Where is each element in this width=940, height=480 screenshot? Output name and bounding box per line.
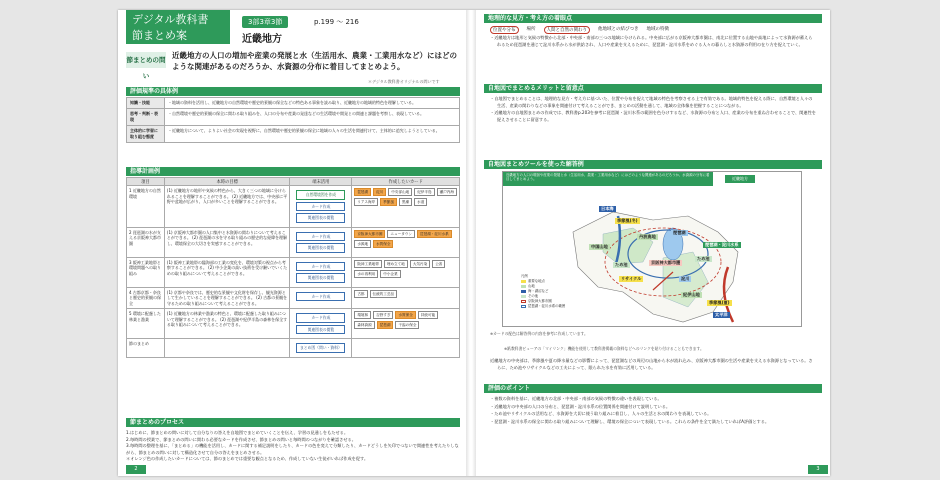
- guide-goal: (1) 京都や奈良では、歴史的な景観や文化財を保存し、観光資源として生かしていることを理解することができる。 (2) 古都の景観を守るための取り組みについて考えることができる。: [164, 287, 290, 309]
- criteria-text: ・近畿地方について、よりよい社会の実現を視野に、自然環境や歴史的景観の保全に地域の人々の生活を関連付けて、主体的に追究しようとしている。: [165, 126, 460, 143]
- card-chip: 黒潮: [399, 198, 412, 206]
- question-note: ＊デジタル教科書オリジナルの問いです: [368, 79, 440, 84]
- merit-item: ・自地図でまとめることは、地理的な見方・考え方に基づいた、位置や分布を捉えて地域の特色を考察させる上で有効である。地域的特色を捉える際に、自然環境と人々の生活、産業の関わりなどの事象を関連付けて考えることができ、まとめの活動を通して、地域の全体像を把握することにつながる。: [490, 96, 813, 108]
- map-label-recycle: リサイクル: [621, 276, 642, 281]
- legend-item: [521, 304, 565, 309]
- map-banner: 近畿地方の人口の増加や産業の発展と水（生活用水、農業・工業用水など）にはどのような関連があるのだろうか、水資源の分布に着目してまとめよう。: [503, 172, 713, 186]
- legend-label: 琵琶湖・淀川水系の範囲: [528, 304, 566, 308]
- device-use-tag: 関連図表の閲覧: [296, 243, 345, 253]
- guide-row: [127, 339, 460, 358]
- legend-label: その他: [528, 294, 539, 298]
- card-chip: 琵琶湖: [354, 188, 371, 196]
- legend-label: 山地: [528, 284, 535, 288]
- guide-goal: [164, 339, 290, 358]
- card-chip: 琵琶湖・淀川水系: [417, 230, 452, 238]
- point-item: ・近畿地方の中央部の人口の分布と、琵琶湖・淀川水系の位置関係を関連付けて説明している。: [490, 403, 671, 409]
- device-use-tag: カード作成: [296, 202, 345, 212]
- card-chip: 森林資源: [354, 321, 374, 329]
- point-item: ・琵琶湖・淀川水系の保全に関わる取り組みについて理解し、環境の保全について表現している。これらの条件を全て満たしていればA評価とする。: [490, 418, 770, 424]
- card-chip: 環境林: [354, 311, 371, 319]
- textbook-spread: [118, 10, 830, 476]
- process-step: 1.はじめに、節まとめの問いに対して自分なりの答えを自地図でまとめていくことを伝え、学習の見通しをもたせる。: [126, 430, 349, 435]
- map-label-kii-mountains: 紀伊山地: [683, 292, 700, 297]
- process-step: ＊オレンジ色の作成したいカードについては、節のまとめでは重要な観点となるため、作成していない生徒がいれば作成を促す。: [126, 456, 369, 461]
- card-chip: 大気汚染: [410, 260, 430, 268]
- guide-col-goal: 本時の目標: [164, 178, 290, 186]
- map-label-pacific: 太平洋: [715, 312, 728, 317]
- legend-swatch: [521, 280, 526, 283]
- process-list: [126, 430, 460, 463]
- legend-label: 京阪神大都市圏: [528, 299, 552, 303]
- map-caption: ※カードの配色は解答例の内容を参考に作成しています。: [490, 331, 588, 336]
- card-grid: [354, 260, 457, 278]
- guide-item: 1 近畿地方の自然環境: [127, 186, 165, 228]
- guide-row: [127, 287, 460, 309]
- book-gutter: [466, 10, 476, 476]
- criteria-heading: 評価規準の具体例: [126, 87, 460, 96]
- map-label-yodo-system: 琵琶湖・淀川水系: [705, 242, 739, 247]
- criteria-table: [126, 97, 460, 143]
- badge-line-1: デジタル教科書: [132, 13, 209, 26]
- guide-device-cell: [290, 287, 352, 309]
- unit-tag: 3部3章3節: [242, 16, 288, 28]
- card-chip: ニュータウン: [387, 230, 415, 238]
- map-label-tame-ike: ため池: [615, 262, 628, 267]
- guide-item: 2 琵琶湖の水が支える京阪神大都市圏: [127, 227, 165, 257]
- card-chip: リアス海岸: [354, 198, 378, 206]
- card-chip: 阪神工業地帯: [354, 260, 382, 268]
- card-chip: 水道: [414, 198, 427, 206]
- views-paragraph: ・近畿地方は地形と気候の特徴から北部・中央部・南部の三つの地域に分けられる。中央部に広がる京阪神大都市圏は、南北に位置する山地や高地によって水資源が蓄えられるため琵琶湖を通じて淀川水系から水が供給され、人口や産業を支えるために、琵琶湖・淀川水系をめぐる人々の暮らしと水資源の利用の在り方を捉えていく。: [490, 35, 813, 47]
- guide-cards-cell: [352, 339, 460, 358]
- map-label-keihanshin: 京阪神大都市圏: [651, 260, 681, 265]
- page-number-left: 2: [126, 465, 146, 474]
- legend-swatch: [521, 290, 526, 293]
- card-grid: [354, 311, 457, 329]
- map-region-tag: 近畿地方: [725, 175, 755, 183]
- example-heading: 自地図まとめツールを使った解答例: [484, 160, 822, 169]
- guide-item: 4 古都京都・奈良と歴史的景観の保全: [127, 287, 165, 309]
- points-heading: 評価のポイント: [484, 384, 822, 393]
- guide-item: 5 環境に配慮した林業と漁業: [127, 309, 165, 339]
- left-page: [118, 10, 466, 476]
- guide-device-cell: [290, 309, 352, 339]
- view-keyword: 位置や分布: [490, 26, 519, 34]
- digital-textbook-badge: [126, 10, 230, 44]
- device-use-tag: 自然環境図を作成: [296, 190, 345, 200]
- map-label-tamba-highlands: 丹波高地: [639, 234, 656, 239]
- map-label-lake-biwa: 琵琶湖: [673, 230, 686, 235]
- card-chip: 干潟の保全: [395, 321, 419, 329]
- guide-goal: (1) 近畿地方の林業や漁業の特色と、環境に配慮した取り組みについて理解することができる。 (2) 琵琶湖や紀伊半島の森林を保全する取り組みについて考えることができる。: [164, 309, 290, 339]
- views-row: [490, 26, 669, 34]
- device-use-tag: 関連図表の閲覧: [296, 273, 345, 283]
- card-chip: 琵琶湖: [377, 321, 394, 329]
- map-label-winter-monsoon: 季節風(冬): [617, 218, 638, 223]
- criteria-text: ・地域の資料を活用し、近畿地方の自然環境や歴史的景観の保全などの特色ある事象を読み取り、近畿地方の地域的特色を理解している。: [165, 98, 460, 109]
- card-chip: 紀伊半島: [414, 188, 434, 196]
- card-grid: [354, 188, 457, 206]
- merits-heading: 自地図でまとめるメリットと留意点: [484, 84, 822, 93]
- guide-device-cell: [290, 339, 352, 358]
- device-use-tag: カード作成: [296, 232, 345, 242]
- process-step: 3.毎時間の整理を基に、「まとめる」の機能を活用し、カードに関する補足説明をしたり、カードの色を変えて分類したり、カードどうしを矢印でつないで関連性を考えたりしながら、節まとめの問いに対して構造化させて自分の答えをまとめさせる。: [126, 443, 459, 455]
- guide-row: [127, 309, 460, 339]
- criteria-text: ・自然環境や歴史的景観の保全に関わる取り組みを、人口の分布や産業の発達などの生活環境や開発との関連と課題を考察し、表現している。: [165, 109, 460, 126]
- card-chip: 吉野すぎ: [373, 311, 393, 319]
- card-chip: 淀川: [373, 188, 386, 196]
- question-label: 節まとめの問い: [126, 52, 166, 68]
- guide-col-device: 端末活用: [290, 178, 352, 186]
- card-chip: 水質保全: [395, 311, 415, 319]
- map-label-yodo-river: 淀川: [681, 276, 690, 281]
- device-use-tag: カード作成: [296, 262, 345, 272]
- question-text: 近畿地方の人口の増加や産業の発展と水（生活用水、農業・工業用水など）にはどのような関連があるのだろうか、水資源の分布に着目してまとめよう。: [172, 51, 457, 71]
- guide-col-cards: 作成したいカード: [352, 178, 460, 186]
- criteria-label: 主体的に学習に取り組む態度: [127, 126, 165, 143]
- summary-text: 近畿地方の中央部は、季節風や夏の降水量などの影響によって、琵琶湖などの周辺の山地から水が流れ込み、京阪神大都市圏の生活や産業を支える水資源となっている。さらに、ため池やリサイクルなどの工夫によって、限られた水を有効に活用している。: [490, 358, 813, 370]
- card-chip: 中小企業: [380, 270, 400, 278]
- criteria-row: [127, 98, 460, 109]
- map-label-tame-ike-2: ため池: [697, 256, 710, 261]
- device-use-tag: 関連図表の閲覧: [296, 213, 345, 223]
- card-chip: 埋め立て地: [384, 260, 408, 268]
- legend-swatch: [521, 300, 526, 303]
- card-chip: 中央部山地: [388, 188, 412, 196]
- merit-item: ・近畿地方の自地図まとめの作成では、教科書p.203を参考に琵琶湖・淀川水系の範囲を色分けするなど、水資源の分布と人口、産業の分布を重ね合わせることで、関連性を捉えさせることに留意する。: [490, 110, 816, 122]
- card-chip: 季節風: [380, 198, 397, 206]
- card-grid: [354, 290, 457, 298]
- card-chip: 公害: [432, 260, 445, 268]
- card-chip: 持続可能: [418, 311, 438, 319]
- point-item: ・複数の資料を基に、近畿地方の北部・中央部・南部の気候の特徴の違いを表現している。: [490, 396, 662, 401]
- view-keyword: 他地域との結びつき: [598, 27, 639, 32]
- device-use-tag: まとめ図（問い・資料）: [296, 343, 345, 353]
- card-grid: [354, 230, 457, 248]
- criteria-row: [127, 126, 460, 143]
- map-label-sea-of-japan: 日本海: [601, 206, 614, 211]
- point-item: ・ため池やリサイクルの活用など、水資源を大切に使う取り組みに着目し、人々の生活と水の関わりを表現している。: [490, 411, 712, 416]
- views-heading: 地理的な見方・考え方の着眼点: [484, 14, 822, 23]
- guide-cards-cell: [352, 186, 460, 228]
- card-chip: 京阪神大都市圏: [354, 230, 385, 238]
- link-note: ※紙教科書ビューアの「マイリンク」機能を使用して教科書掲載の資料などへのリンクを貼り付けることもできます。: [504, 346, 704, 351]
- card-chip: 瀬戸内海: [437, 188, 457, 196]
- criteria-label: 知識・技能: [127, 98, 165, 109]
- merits-list: [490, 96, 816, 124]
- topic-title: 近畿地方: [242, 34, 282, 45]
- device-use-tag: カード作成: [296, 292, 345, 302]
- map-example: [502, 171, 802, 327]
- guide-table: [126, 177, 460, 358]
- legend-swatch: [521, 295, 526, 298]
- device-use-tag: 関連図表の閲覧: [296, 325, 345, 335]
- guide-item: 節のまとめ: [127, 339, 165, 358]
- pages-reference: p.199 〜 216: [314, 18, 359, 26]
- guide-row: [127, 227, 460, 257]
- card-chip: 水質保全: [373, 240, 393, 248]
- view-keyword: 地域の特徴: [646, 27, 669, 32]
- badge-line-2: 節まとめ案: [132, 29, 187, 42]
- view-keyword: 場所: [526, 27, 536, 32]
- map-label-chugoku-mountains: 中国山地: [591, 244, 608, 249]
- guide-goal: (1) 近畿地方の地形や気候の特色から、大きく三つの地域に分けられることを理解することができる。 (2) 近畿地方では、中央部に平野や盆地が広がり、人口が多いことを理解することができる。: [164, 186, 290, 228]
- device-use-tag: カード作成: [296, 313, 345, 323]
- guide-col-item: 項目: [127, 178, 165, 186]
- process-heading: 節まとめのプロセス: [126, 418, 460, 427]
- right-page: [476, 10, 830, 476]
- guide-device-cell: [290, 186, 352, 228]
- guide-cards-cell: [352, 309, 460, 339]
- guide-item: 3 阪神工業地帯と環境問題への取り組み: [127, 257, 165, 287]
- guide-device-cell: [290, 227, 352, 257]
- map-legend: [521, 274, 565, 309]
- process-step: 2.毎時間の授業で、節まとめの問いに関わる必要なカードを作成させ、節まとめの問いと毎時間のつながりを確認させる。: [126, 436, 356, 442]
- guide-device-cell: [290, 257, 352, 287]
- legend-label: 重要な地点: [528, 279, 545, 283]
- page-number-right: 3: [808, 465, 828, 474]
- guide-goal: (1) 京阪神大都市圏の人口集中と水資源の関わりについて考えることができる。 (2) 琵琶湖の水を守る取り組みの歴史的な経緯を理解し、環境保全の大切さを実感することができる。: [164, 227, 290, 257]
- legend-label: 海・湖沼など: [528, 289, 549, 293]
- card-chip: 伝統的工芸品: [370, 290, 398, 298]
- guide-cards-cell: [352, 227, 460, 257]
- criteria-row: [127, 109, 460, 126]
- points-list: [490, 396, 816, 426]
- guide-heading: 指導計画例: [126, 167, 460, 176]
- guide-row: [127, 186, 460, 228]
- legend-title: 凡例: [521, 274, 528, 278]
- card-chip: 水の再利用: [354, 270, 378, 278]
- guide-cards-cell: [352, 257, 460, 287]
- summary-block: [490, 358, 816, 372]
- view-keyword: 人間と自然の関わり: [544, 26, 591, 34]
- guide-cards-cell: [352, 287, 460, 309]
- legend-swatch: [521, 305, 526, 308]
- card-chip: 古都: [354, 290, 367, 298]
- map-label-summer-monsoon: 季節風(夏): [709, 300, 730, 305]
- criteria-label: 思考・判断・表現: [127, 109, 165, 126]
- legend-swatch: [521, 285, 526, 288]
- card-chip: 水源地: [354, 240, 371, 248]
- guide-goal: (1) 阪神工業地帯の臨海部の工業の変化を、環境対策の視点から考察することができる。 (2) 中小企業の高い技術を受け継いでいくための取り組みについて考えることができる。: [164, 257, 290, 287]
- views-text: [490, 35, 816, 49]
- guide-row: [127, 257, 460, 287]
